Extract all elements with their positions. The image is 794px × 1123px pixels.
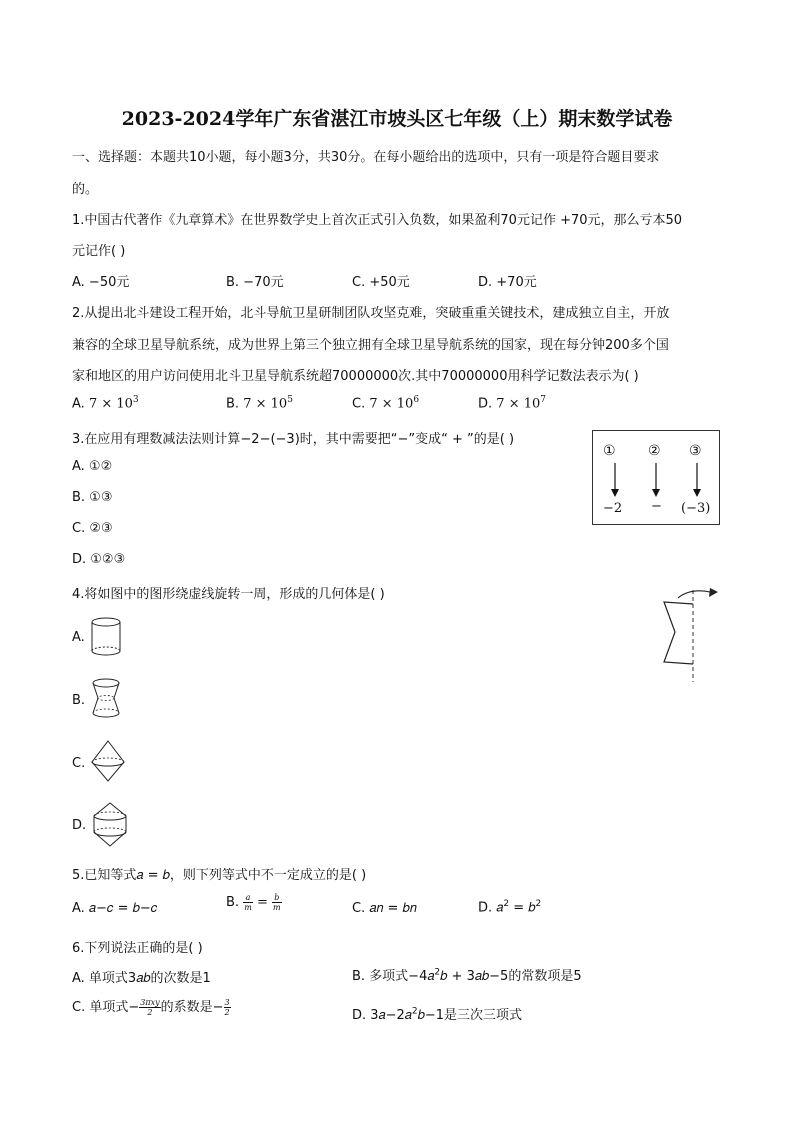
q5-option-b: B. $\frac{a}{m}$ = $\frac{b}{m}$: [226, 893, 281, 912]
q2-stem-line1: 2.从提出北斗建设工程开始，北斗导航卫星研制团队攻坚克难，突破重重关键技术，建成独立自主，开放: [72, 306, 670, 321]
q4-option-a: A.: [72, 630, 85, 645]
hourglass-solid-icon: [88, 676, 126, 722]
q5-option-d: D. 𝑎$^2$ = 𝑏$^2$: [478, 899, 542, 916]
q2-stem-line2: 兼容的全球卫星导航系统，成为世界上第三个独立拥有全球卫星导航系统的国家，现在每分钟200多个国: [72, 338, 669, 353]
q3-option-d: D. ①②③: [72, 552, 126, 567]
page-title: 2023-2024学年广东省湛江市坡头区七年级（上）期末数学试卷: [121, 108, 673, 130]
q4-option-d: D.: [72, 818, 87, 833]
term-3: (−3): [681, 501, 711, 516]
marker-1: ①: [603, 443, 616, 459]
rotation-figure-icon: [650, 584, 730, 684]
q3-stem: 3.在应用有理数减法法则计算−2−(−3)时，其中需要把“−”变成“ + ”的是( ): [72, 432, 515, 447]
marker-2: ②: [648, 443, 661, 459]
q6-option-b: B. 多项式−4𝑎$^2$𝑏 + 3𝑎𝑏−5的常数项是5: [352, 967, 582, 984]
cone-cylinder-cone-icon: [88, 800, 132, 850]
q5-stem: 5.已知等式𝑎 = 𝑏，则下列等式中不一定成立的是( ): [72, 868, 367, 883]
term-1: −2: [603, 501, 623, 516]
cylinder-icon: [88, 614, 126, 660]
q1-option-c: C. +50元: [352, 275, 410, 290]
q6-option-d: D. 3𝑎−2𝑎$^2$𝑏−1是三次三项式: [352, 1006, 522, 1023]
q3-option-c: C. ②③: [72, 521, 113, 536]
q3-figure: [592, 430, 720, 525]
q2-stem-line3: 家和地区的用户访问使用北斗卫星导航系统超70000000次.其中70000000用科学记数法表示为( ): [72, 369, 639, 384]
q6-option-a: A. 单项式3𝑎𝑏的次数是1: [72, 971, 211, 986]
q3-option-b: B. ①③: [72, 490, 113, 505]
q1-option-d: D. +70元: [478, 275, 537, 290]
marker-3: ③: [689, 443, 702, 459]
q1-stem-line1: 1.中国古代著作《九章算术》在世界数学史上首次正式引入负数，如果盈利70元记作 +70元，那么亏本50: [72, 213, 683, 228]
q2-option-b: B. $7 \times 10^5$: [226, 395, 293, 412]
q1-option-a: A. −50元: [72, 275, 130, 290]
section-heading-cont: 的。: [72, 182, 99, 197]
q2-option-a: A. $7 \times 10^3$: [72, 395, 139, 412]
q1-stem-line2: 元记作( ): [72, 244, 126, 259]
q2-option-d: D. $7 \times 10^7$: [478, 395, 547, 412]
q4-option-b: B.: [72, 693, 86, 708]
q6-stem: 6.下列说法正确的是( ): [72, 941, 203, 956]
section-heading: 一、选择题：本题共10小题，每小题3分，共30分。在每小题给出的选项中，只有一项是符合题目要求: [72, 150, 660, 165]
q4-option-c: C.: [72, 756, 86, 771]
q2-option-c: C. $7 \times 10^6$: [352, 395, 420, 412]
term-2: −: [651, 499, 662, 514]
q4-stem: 4.将如图中的图形绕虚线旋转一周，形成的几何体是( ): [72, 587, 385, 602]
q6-option-c: C. 单项式− $\frac{\text{3πxy}}{2}$ 的系数是− $\frac{3}{2}$: [72, 998, 230, 1017]
double-cone-icon: [88, 738, 128, 784]
q3-option-a: A. ①②: [72, 459, 113, 474]
q1-option-b: B. −70元: [226, 275, 284, 290]
q5-option-a: A. 𝑎−𝑐 = 𝑏−𝑐: [72, 901, 158, 916]
q5-option-c: C. 𝑎𝑛 = 𝑏𝑛: [352, 901, 417, 916]
